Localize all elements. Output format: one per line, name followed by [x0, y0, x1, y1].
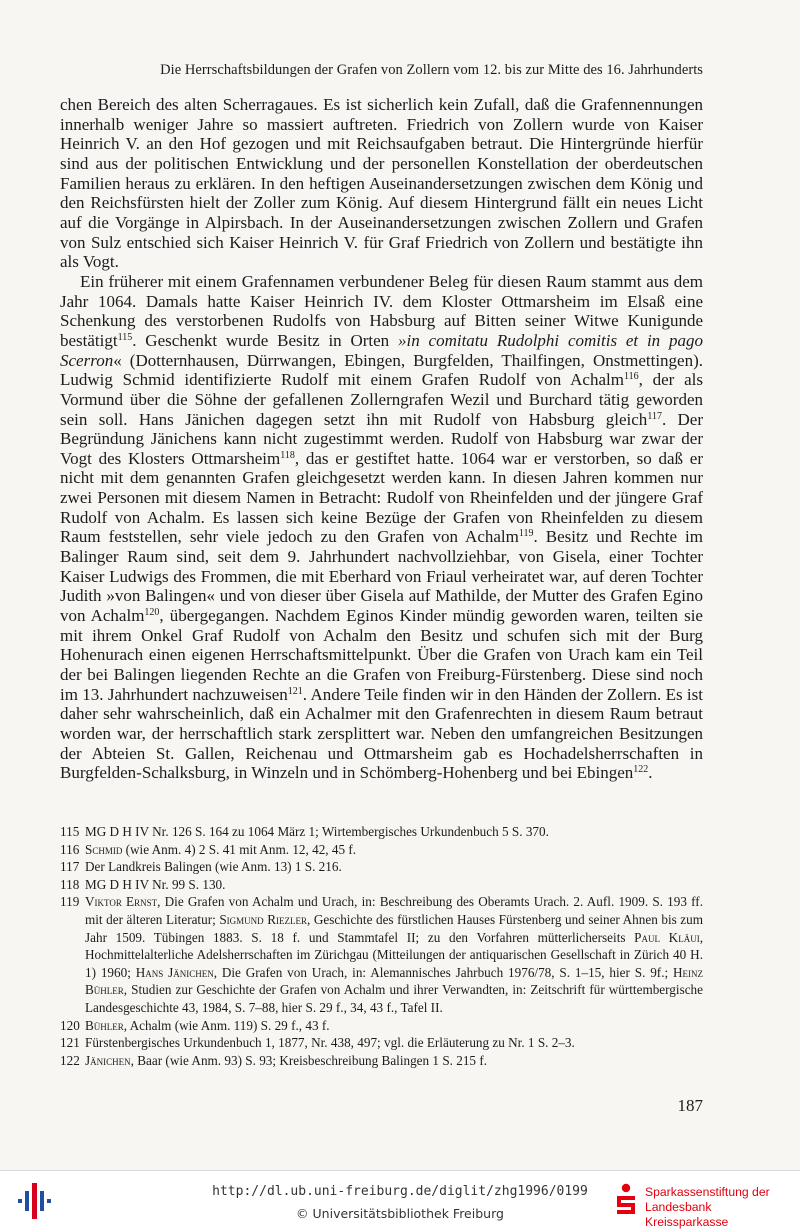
sponsor-line-2: Landesbank Kreissparkasse	[645, 1200, 729, 1229]
paragraph-text: « (Dotternhausen, Dürrwangen, Ebingen, Burgfelden, Thailfingen, Onstmettingen). Ludwig Schmid identifizierte Rudolf mit einem Grafen Rudolf von Achalm	[60, 350, 703, 390]
viewer-footer	[0, 1170, 800, 1229]
footnote-text	[85, 876, 703, 894]
footnote-text-part: Der Landkreis Balingen (wie Anm. 13) 1 S. 216.	[85, 859, 342, 875]
footnote-121	[60, 1034, 703, 1052]
university-library-logo-icon[interactable]	[16, 1179, 56, 1225]
author-name: Sigmund Riezler	[219, 911, 307, 927]
footnote-text	[85, 1034, 703, 1052]
footnote-text-part: , Hochmittelalterliche Adelsherrschaften im Zürichgau (Mitteilungen der antiquarischen Gesellschaft in Zürich 40 H. 1) 1960;	[85, 929, 703, 980]
paragraph-text: Ein früherer mit einem Grafennamen verbundener Beleg für diesen Raum stammt aus dem Jahr 1064. Damals hatte Kaiser Heinrich IV. dem Kloster Ottmarsheim im Elsaß eine Schenkung des verstorbenen Rudolfs von Habsburg auf Bitten seiner Witwe Kunigunde bestätigt	[60, 271, 703, 350]
paragraph-1	[60, 95, 703, 272]
footnote-number: 116	[60, 841, 80, 857]
paragraph-text: .	[648, 763, 653, 783]
author-name: Hans Jänichen	[135, 964, 214, 980]
document-url-link[interactable]: http://dl.ub.uni-freiburg.de/diglit/zhg1996/0199	[212, 1184, 588, 1199]
footnote-text	[85, 1052, 703, 1070]
author-name: Viktor Ernst	[85, 894, 158, 910]
footnote-number: 117	[60, 859, 80, 875]
footnote-117	[60, 858, 703, 876]
footnote-number: 119	[60, 894, 80, 910]
author-name: Schmid	[85, 841, 123, 857]
footnotes	[60, 823, 703, 1069]
footnote-text-part: , Baar (wie Anm. 93) S. 93; Kreisbeschreibung Balingen 1 S. 215 f.	[130, 1052, 488, 1068]
footnote-text-part: Fürstenbergisches Urkundenbuch 1, 1877, Nr. 438, 497; vgl. die Erläuterung zu Nr. 1 S. 2–3.	[85, 1035, 575, 1051]
footnote-text-part: , Studien zur Geschichte der Grafen von Achalm und ihrer Verwandten, in: Zeitschrift für württembergische Landesgeschichte 43, 1984, S. 7–88, hier S. 29 f., 34, 43 f., Tafel II.	[85, 982, 703, 1015]
footnote-120	[60, 1017, 703, 1035]
paragraph-text: chen Bereich des alten Scherragaues. Es ist sicherlich kein Zufall, daß die Grafennennungen innerhalb weniger Jahre so massiert auftreten. Friedrich von Zollern wurde von Kaiser Heinrich V. an den Hof gezogen und mit Reichsaufgaben betraut. Die Hintergründe hierfür sind aus der politischen Entwicklung und der personellen Konstellation der oberdeutschen Familien heraus zu erklären. In den heftigen Auseinandersetzungen zwischen dem König und den Reichsfürsten hielt der Zoller zum König. Auf diesem Hintergrund fällt ein neues Licht auf die Vorgänge in Alpirsbach. In der Auseinandersetzungen zwischen Zollern und Grafen von Sulz entschied sich Kaiser Heinrich V. für Graf Friedrich von Zollern und bestätigte ihn als Vogt.	[60, 95, 703, 272]
footnote-text	[85, 893, 703, 1016]
footnote-text	[85, 858, 703, 876]
paragraph-text: , übergegangen. Nachdem Eginos Kinder mündig geworden waren, teilten sie mit ihrem Onkel Graf Rudolf von Achalm den Besitz und schufen sich mit der Burg Hohenurach einen eigenen Herrschaftsmittelpunkt. Über die Grafen von Urach kam ein Teil der bei Balingen liegenden Rechte an die Grafen von Freiburg-Fürstenberg. Diese sind noch im 13. Jahrhundert nachzuweisen	[60, 606, 703, 704]
footnote-number: 121	[60, 1035, 80, 1051]
footnote-ref-119[interactable]: 119	[518, 528, 534, 540]
footnote-text-part: , Die Grafen von Urach, in: Alemannisches Jahrbuch 1976/78, S. 1–15, hier S. 9f.;	[213, 964, 673, 980]
paragraph-text: . Andere Teile finden wir in den Händen der Zollern. Es ist daher sehr wahrscheinlich, daß ein Achalmer mit den Grafenrechten in diesem Raum betraut worden war, der herrschaftlich stark zersplittert war. Neben den umfangreichen Besitzungen der Abteien St. Gallen, Reichenau und Ottmarsheim gab es Hochadelsherrschaften in Burgfelden-Schalksburg, in Winzeln und in Schömberg-Hohenberg und bei Ebingen	[60, 684, 703, 783]
footnote-ref-121[interactable]: 121	[287, 685, 303, 697]
main-text	[60, 95, 703, 783]
sponsor-line-1: Sparkassenstiftung der	[645, 1185, 770, 1199]
footnote-ref-115[interactable]: 115	[117, 331, 133, 343]
author-name: Paul Kläui	[634, 929, 700, 945]
footnote-116	[60, 841, 703, 859]
footnote-text-part: , Achalm (wie Anm. 119) S. 29 f., 43 f.	[123, 1017, 330, 1033]
footnote-text	[85, 841, 703, 859]
footnote-text-part: (wie Anm. 4) 2 S. 41 mit Anm. 12, 42, 45 f.	[122, 841, 357, 857]
author-name: Bühler	[85, 1017, 124, 1033]
footnote-text	[85, 823, 703, 841]
paragraph-2	[60, 272, 703, 783]
latin-quote: »in comitatu Rudolphi comitis et in pago Scerron	[60, 330, 703, 370]
footnote-ref-117[interactable]: 117	[647, 410, 662, 422]
footnote-119	[60, 893, 703, 1016]
footnote-118	[60, 876, 703, 894]
footnote-text	[85, 1017, 703, 1035]
footnote-ref-120[interactable]: 120	[144, 607, 160, 619]
footnote-number: 115	[60, 824, 80, 839]
sponsor-name	[645, 1185, 795, 1230]
footnote-ref-116[interactable]: 116	[623, 371, 639, 383]
page-number: 187	[677, 1096, 703, 1115]
author-name: Jänichen	[85, 1052, 131, 1068]
footnote-text-part: MG D H IV Nr. 99 S. 130.	[85, 876, 226, 892]
paragraph-text: . Geschenkt wurde Besitz in Orten	[132, 330, 398, 350]
footnote-text-part: , Die Grafen von Achalm und Urach, in: Beschreibung des Oberamts Urach. 2. Aufl. 1909. S. 193 ff. mit der älteren Literatur;	[85, 894, 703, 927]
footnote-number: 122	[60, 1052, 80, 1068]
footnote-ref-122[interactable]: 122	[633, 764, 649, 776]
footnote-122	[60, 1052, 703, 1070]
latin-quote-text: in comitatu Rudolphi comitis et in pago Scerron	[60, 330, 703, 370]
footnote-number: 120	[60, 1017, 80, 1033]
footnote-number: 118	[60, 876, 80, 892]
footnote-ref-118[interactable]: 118	[280, 449, 295, 461]
footnote-text-part: MG D H IV Nr. 126 S. 164 zu 1064 März 1; Wirtembergisches Urkundenbuch 5 S. 370.	[85, 824, 549, 839]
paragraph-text: , das er gestiftet hatte. 1064 war er verstorben, so daß er nicht mit dem genannten Grafen gleichgesetzt werden kann. In diesen Jahren kommen nur zwei Personen mit diesem Namen in Betracht: Rudolf von Rheinfelden und der jüngere Graf Rudolf von Achalm. Es lassen sich keine Bezüge der Grafen von Rheinfelden zu diesem Raum feststellen, sehr viele jedoch zu den Grafen von Achalm	[60, 448, 703, 547]
paragraph-text: , der als Vormund über die Söhne der gefallenen Zollerngrafen Wezil und Burchard tätig geworden sein soll. Hans Jänichen dagegen setzt ihn mit Rudolf von Habsburg gleich	[60, 370, 703, 429]
copyright-notice: © Universitätsbibliothek Freiburg	[296, 1206, 504, 1221]
author-name: Heinz Bühler	[85, 964, 704, 998]
running-head: Die Herrschaftsbildungen der Grafen von Zollern vom 12. bis zur Mitte des 16. Jahrhunderts	[160, 62, 703, 78]
footnote-115	[60, 823, 703, 841]
paragraph-text: . Der Begründung Jänichens kann nicht zugestimmt werden. Rudolf von Habsburg war zwar der Vogt des Klosters Ottmarsheim	[60, 409, 704, 468]
footnote-text-part: , Geschichte des fürstlichen Hauses Fürstenberg und seiner Ahnen bis zum Jahr 1509. Tübingen 1883. S. 18 f. und Stammtafel II; zu den Vorfahren mütterlicherseits	[85, 911, 703, 945]
paragraph-text: . Besitz und Rechte im Balinger Raum sind, seit dem 9. Jahrhundert nachvollziehbar, von Gisela, einer Tochter Kaiser Ludwigs des Frommen, die mit Eberhard von Friaul verheiratet war, auf deren Tochter Judith »von Balingen« und von dieser über Gisela auf Mathilde, der Mutter des Grafen Egino von Achalm	[60, 527, 703, 626]
sparkasse-icon	[612, 1183, 640, 1221]
